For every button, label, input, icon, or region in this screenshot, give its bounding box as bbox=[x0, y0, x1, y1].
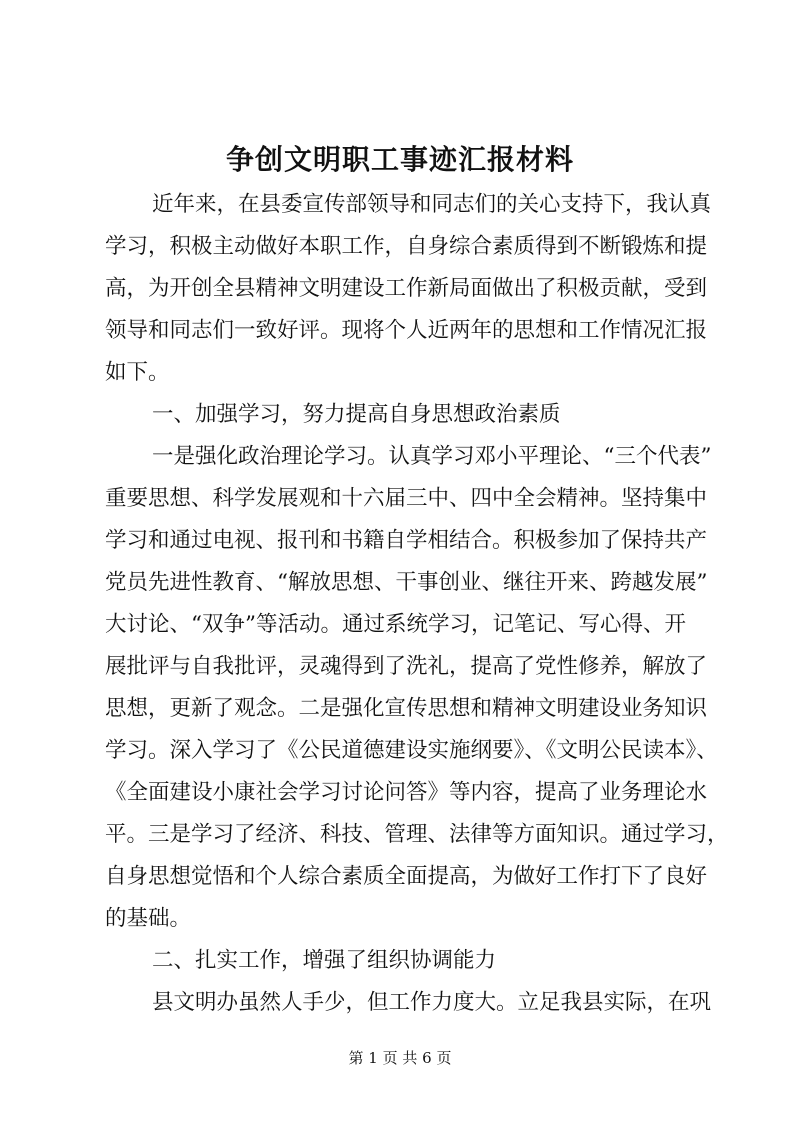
body-line: 县文明办虽然人手少，但工作力度大。立足我县实际，在巩 bbox=[152, 990, 712, 1015]
body-line: 领导和同志们一致好评。现将个人近两年的思想和工作情况汇报 bbox=[105, 318, 708, 343]
body-line: 的基础。 bbox=[105, 906, 192, 931]
body-line: 思想，更新了观念。二是强化宣传思想和精神文明建设业务知识 bbox=[105, 696, 708, 721]
body-line: 如下。 bbox=[105, 360, 170, 385]
body-line: 党员先进性教育、“解放思想、干事创业、继往开来、跨越发展” bbox=[105, 570, 708, 595]
page-footer: 第 1 页 共 6 页 bbox=[348, 1049, 452, 1067]
body-line: 一是强化政治理论学习。认真学习邓小平理论、“三个代表” bbox=[152, 444, 712, 469]
body-line: 平。三是学习了经济、科技、管理、法律等方面知识。通过学习， bbox=[105, 822, 729, 847]
body-line: 学习和通过电视、报刊和书籍自学相结合。积极参加了保持共产 bbox=[105, 528, 708, 553]
body-line: 高，为开创全县精神文明建设工作新局面做出了积极贡献，受到 bbox=[105, 276, 708, 301]
body-line: 《全面建设小康社会学习讨论问答》等内容，提高了业务理论水 bbox=[105, 780, 708, 805]
section-heading: 一、加强学习，努力提高自身思想政治素质 bbox=[152, 402, 561, 427]
document-title: 争创文明职工事迹汇报材料 bbox=[225, 143, 574, 176]
body-line: 展批评与自我批评，灵魂得到了洗礼，提高了党性修养，解放了 bbox=[105, 654, 708, 679]
section-heading: 二、扎实工作，增强了组织协调能力 bbox=[152, 948, 497, 973]
body-line: 重要思想、科学发展观和十六届三中、四中全会精神。坚持集中 bbox=[105, 486, 708, 511]
body-line: 学习。深入学习了《公民道德建设实施纲要》、《文明公民读本》、 bbox=[105, 738, 718, 763]
body-line: 学习，积极主动做好本职工作，自身综合素质得到不断锻炼和提 bbox=[105, 234, 708, 259]
body-line: 近年来，在县委宣传部领导和同志们的关心支持下，我认真 bbox=[152, 192, 712, 217]
body-line: 大讨论、“双争”等活动。通过系统学习，记笔记、写心得、开 bbox=[105, 612, 686, 637]
body-line: 自身思想觉悟和个人综合素质全面提高，为做好工作打下了良好 bbox=[105, 864, 708, 889]
